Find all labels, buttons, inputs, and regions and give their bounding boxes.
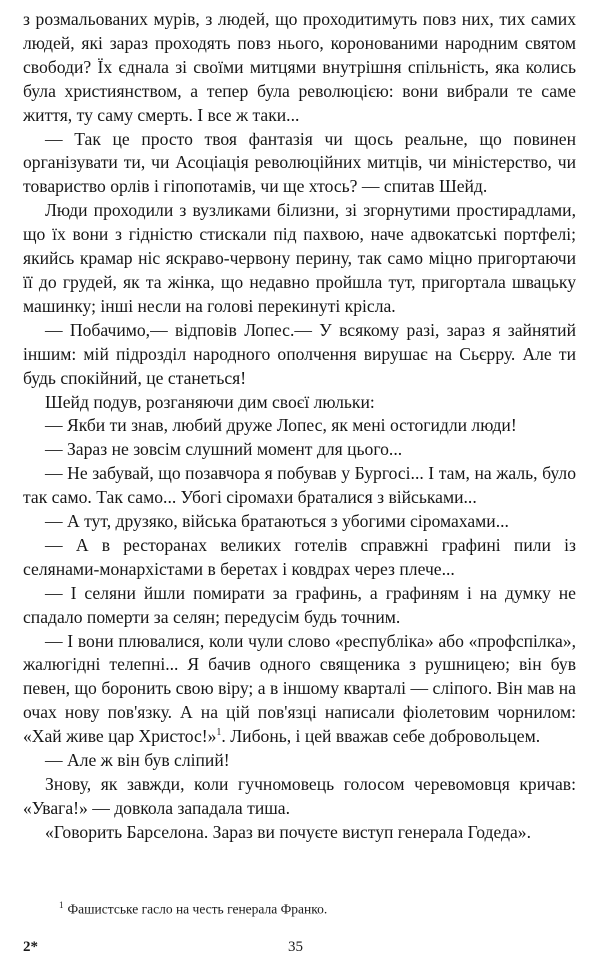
- paragraph-with-footnote: [23, 630, 576, 750]
- paragraph: з розмальованих мурів, з людей, що проходитимуть повз них, тих самих людей, які зараз проходять повз нього, коронованими народним святом свободи? Їх єднала зі своїми митцями внутрішня спільність, яка колись була християнством, а тепер була революцією: вони вибрали те саме життя, ту саму смерть. І все ж таки...: [23, 9, 576, 125]
- paragraph: — Так це просто твоя фантазія чи щось реальне, що повинен організувати ти, чи Асоціація революційних митців, чи міністерство, чи товариство орлів і гіпопотамів, чи ще хтось? — спитав Шейд.: [23, 128, 576, 197]
- paragraph: — Зараз не зовсім слушний момент для цього...: [45, 439, 403, 460]
- paragraph: — Але ж він був сліпий!: [45, 750, 230, 771]
- paragraph-text-tail: . Либонь, і цей вважав себе добровольцем.: [221, 726, 541, 747]
- paragraph-text: — І вони плювалися, коли чули слово «республіка» або «профспілка», жалюгідні телепні... Я бачив одного священика з рушницею; він був певен, що боронить свою віру; а в іншому кварталі — сліпого. Він мав на очах нову пов'язку. А на цій пов'язці написали фіолетовим чорнилом: «Хай живе цар Христос!»: [23, 630, 576, 747]
- paragraph: Шейд подув, розганяючи дим своєї люльки:: [45, 391, 375, 412]
- paragraph: «Говорить Барселона. Зараз ви почуєте виступ генерала Годеда».: [45, 821, 531, 842]
- footnote-reference[interactable]: 1: [216, 727, 222, 739]
- paragraph: — Побачимо,— відповів Лопес.— У всякому разі, зараз я зайнятий іншим: мій підрозділ народного ополчення вирушає на Сьєрру. Але ти будь спокійний, це станеться!: [23, 319, 576, 388]
- paragraph: — А тут, друзяко, війська братаються з убогими сіромахами...: [45, 511, 509, 532]
- printer-signature-mark: 2*: [23, 939, 38, 955]
- paragraph: — А в ресторанах великих готелів справжні графині пили із селянами-монархістами в беретах і ковдрах через плече...: [23, 534, 576, 579]
- page-body: [23, 8, 576, 845]
- paragraph: Знову, як завжди, коли гучномовець голосом черевомовця кричав: «Увага!» — довкола западала тиша.: [23, 774, 576, 818]
- paragraph: — І селяни йшли помирати за графинь, а графиням і на думку не спадало померти за селян; передусім будь точним.: [23, 582, 576, 627]
- footnote-text: Фашистське гасло на честь генерала Франко.: [67, 901, 328, 917]
- paragraph: Люди проходили з вузликами білизни, зі згорнутими простирадлами, що їх вони з гідністю стискали під пахвою, наче адвокатські портфелі; якийсь крамар ніс яскраво-червону перину, так само міцно пригортаючи її до грудей, як та жінка, що недавно пройшла тут, пригортала швацьку машинку; інші несли на голові перекинуті крісла.: [23, 200, 576, 316]
- footnote: [59, 900, 327, 918]
- page-number: 35: [288, 939, 303, 955]
- paragraph: — Якби ти знав, любий друже Лопес, як мені остогидли люди!: [45, 415, 517, 436]
- paragraph: — Не забувай, що позавчора я побував у Бургосі... І там, на жаль, було так само. Так само... Убогі сіромахи браталися з військами...: [23, 463, 576, 508]
- footnote-marker: 1: [59, 900, 64, 910]
